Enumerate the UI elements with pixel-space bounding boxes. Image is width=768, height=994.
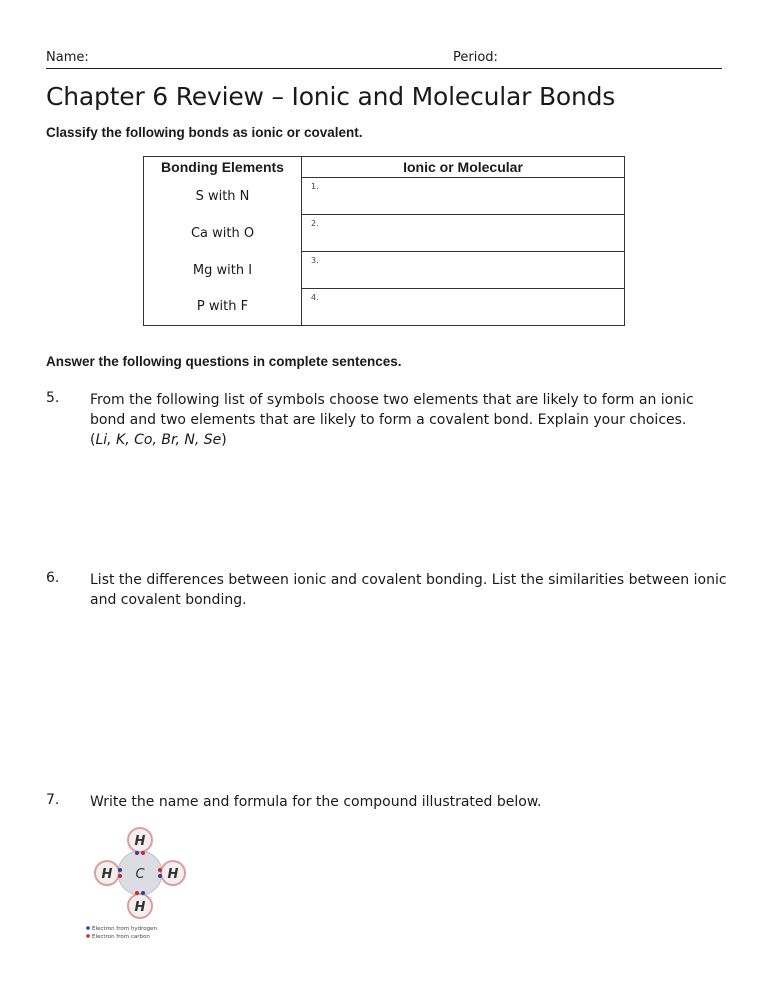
name-label: Name: [46,50,89,65]
bonding-elements-cell: P with F [144,289,302,326]
question-5-body: From the following list of symbols choose two elements that are likely to form an ionic bond and two elements that are likely to form a covalent bond. Explain your choices. [90,392,694,428]
question-5-text [90,390,730,450]
classify-instruction: Classify the following bonds as ionic or covalent. [46,125,363,140]
table-row [144,252,625,289]
electron-carbon [141,851,145,855]
answer-number: 2. [311,219,319,228]
question-7-text: Write the name and formula for the compound illustrated below. [90,794,542,810]
electron-hydrogen [158,874,162,878]
question-6-text: List the differences between ionic and covalent bonding. List the similarities between ionic and covalent bonding. [90,572,727,608]
hydrogen-label-left: H [101,867,113,882]
hydrogen-label-top: H [134,834,146,849]
page-title: Chapter 6 Review – Ionic and Molecular Bonds [46,82,616,111]
answer-instruction: Answer the following questions in complete sentences. [46,354,402,369]
bonding-elements-cell: Mg with I [144,252,302,289]
legend-carbon-label: Electron from carbon [92,934,150,940]
period-label: Period: [453,50,498,65]
answer-number: 3. [311,256,319,265]
answer-number: 4. [311,293,319,302]
answer-cell[interactable] [302,289,625,326]
electron-carbon [135,891,139,895]
answer-cell[interactable] [302,215,625,252]
electron-hydrogen [141,891,145,895]
electron-hydrogen [118,868,122,872]
question-7-number: 7. [46,792,60,808]
table-row [144,215,625,252]
hydrogen-label-right: H [167,867,179,882]
name-period-line [46,50,722,69]
question-6-number: 6. [46,570,60,586]
answer-cell[interactable] [302,252,625,289]
symbols-open-paren: ( [90,432,96,448]
legend-hydrogen-dot [86,926,90,930]
methane-bond-diagram [84,824,194,944]
question-5-number: 5. [46,390,60,406]
bond-classification-table [143,156,625,326]
electron-carbon [118,874,122,878]
symbol-list: Li, K, Co, Br, N, Se [95,432,222,448]
table-row [144,178,625,215]
header-ionic-or-molecular: Ionic or Molecular [302,157,625,178]
carbon-label: C [135,867,145,882]
electron-hydrogen [135,851,139,855]
legend-hydrogen-label: Electron from hydrogen [92,926,157,932]
electron-carbon [158,868,162,872]
answer-cell[interactable] [302,178,625,215]
table-row [144,289,625,326]
symbols-close-paren: ) [221,432,227,448]
answer-number: 1. [311,182,319,191]
bonding-elements-cell: Ca with O [144,215,302,252]
hydrogen-label-bottom: H [134,900,146,915]
bonding-elements-cell: S with N [144,178,302,215]
header-bonding-elements: Bonding Elements [144,157,302,178]
legend-carbon-dot [86,934,90,938]
